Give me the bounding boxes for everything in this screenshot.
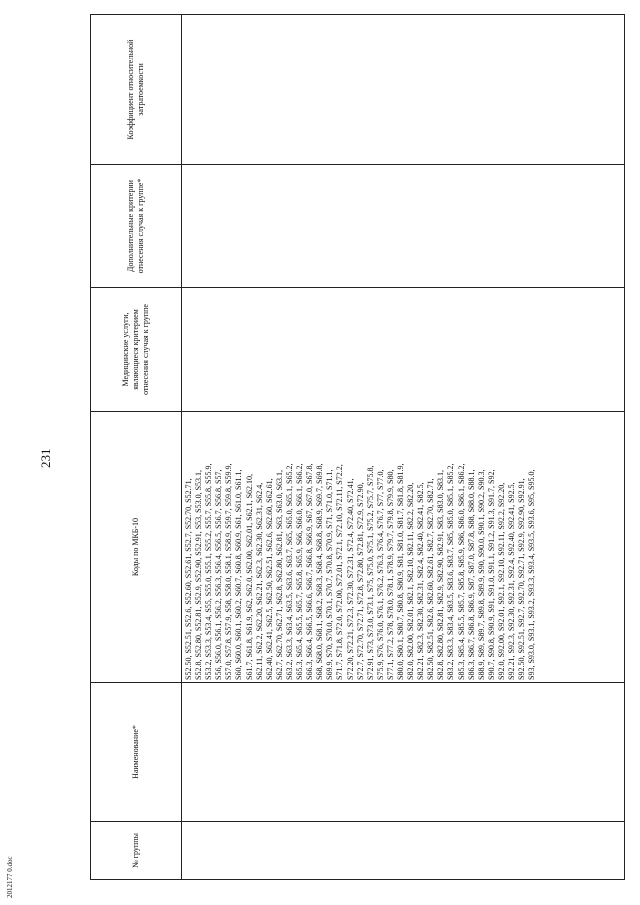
cell-additional-criteria [182, 165, 625, 288]
icd10-codes-line: S56, S56.0, S56.1, S56.2, S56.3, S56.4, S56.5, S56.7, S56.8, S57, [214, 469, 224, 680]
icd10-codes-line: S52.50, S52.51, S52.6, S52.60, S52.61, S52.7, S52.70, S52.71, [184, 478, 193, 680]
icd10-codes-line: S72.7, S72.70, S72.71, S72.8, S72.80, S72.81, S72.9, S72.90, [355, 482, 365, 680]
header-name: Наименование* [91, 683, 182, 822]
icd10-codes-line: S60, S60.0, S60.1, S60.2, S60.7, S60.8, S60.9, S61, S61.0, S61.1, [234, 469, 244, 680]
page-number: 231 [38, 448, 53, 468]
table-header-row [91, 15, 182, 880]
header-medical-services: Медицинские услуги, являющиеся критерием отнесения случая к группе [91, 288, 182, 412]
icd10-codes-line: S65.3, S65.4, S65.5, S65.7, S65.8, S65.9, S66, S66.0, S66.1, S66.2, [295, 463, 305, 680]
icd10-codes-line: S83.2, S83.3, S83.4, S83.5, S83.6, S83.7, S85, S85.0, S85.1, S85.2, [446, 463, 456, 680]
header-icd10-codes: Коды по МКБ-10 [91, 412, 182, 683]
icd10-codes-line: S57.0, S57.8, S57.9, S58, S58.0, S58.1, S58.9, S59.7, S59.8, S59.9, [224, 463, 234, 680]
icd10-codes-line: S72.91, S73, S73.0, S73.1, S75, S75.0, S75.1, S75.2, S75.7, S75.8, [365, 465, 375, 680]
table-container [90, 15, 630, 880]
icd10-codes-line: S80.0, S80.1, S80.7, S80.8, S80.9, S81, S81.0, S81.7, S81.8, S81.9, [395, 463, 405, 680]
icd10-codes-line: S82.0, S82.00, S82.01, S82.1, S82.10, S82.11, S82.2, S82.20, [406, 482, 416, 680]
icd10-codes-line: S62.40, S62.41, S62.5, S62.50, S62.51, S62.6, S62.60, S62.61, [264, 478, 274, 680]
table-row [182, 15, 625, 880]
header-additional-criteria: Дополнительные критерии отнесения случая к группе* [91, 165, 182, 288]
icd10-codes-line: S53.2, S53.3, S53.4, S55, S55.0, S55.1, S55.2, S55.7, S55.8, S55.9, [204, 463, 214, 680]
cell-medical-services [182, 288, 625, 412]
icd10-codes-line: S88.9, S89, S89.7, S89.8, S89.9, S90, S90.0, S90.1, S90.2, S90.3, [476, 469, 486, 680]
icd10-codes-line: S92.21, S92.3, S92.30, S92.31, S92.4, S92.40, S92.41, S92.5, [507, 482, 516, 680]
icd10-codes-line: S82.21, S82.3, S82.30, S82.31, S82.4, S82.40, S82.41, S82.5, [416, 482, 426, 680]
icd10-codes-line: S69.9, S70, S70.0, S70.1, S70.7, S70.8, S70.9, S71, S71.0, S71.1, [325, 469, 335, 680]
icd10-codes-line: S82.50, S82.51, S82.6, S82.60, S82.61, S82.7, S82.70, S82.71, [426, 478, 436, 680]
header-cost-coefficient: Коэффициент относительной затратоемкости [91, 15, 182, 165]
cell-cost-coefficient [182, 15, 625, 165]
icd10-codes-line: S90.7, S90.8, S90.9, S91, S91.0, S91.1, S91.2, S91.3, S91.7, S92, [486, 469, 496, 680]
icd10-codes-line: S68, S68.0, S68.1, S68.2, S68.3, S68.4, S68.8, S68.9, S69.7, S69.8, [315, 463, 325, 680]
icd10-codes-line: S72.20, S72.21, S72.3, S72.30, S72.31, S72.4, S72.40, S72.41, [345, 478, 355, 680]
icd10-codes-line: S86.3, S86.7, S86.8, S86.9, S87, S87.0, S87.8, S88, S88.0, S88.1, [466, 469, 476, 680]
icd10-codes-line: S62.11, S62.2, S62.20, S62.21, S62.3, S62.30, S62.31, S62.4, [254, 482, 264, 680]
icd10-codes-line: S93, S93.0, S93.1, S93.2, S93.3, S93.4, S93.5, S93.6, S95, S95.0, [527, 469, 537, 680]
icd10-codes-line: S71.7, S71.8, S72.0, S72.00, S72.01, S72.1, S72.10, S72.11, S72.2, [335, 464, 345, 680]
icd10-codes-line: S77.1, S77.2, S78, S78.0, S78.1, S78.9, S79.7, S79.8, S79.9, S80, [385, 469, 395, 680]
icd10-codes-line: S85.3, S85.4, S85.5, S85.7, S85.8, S85.9, S86, S86.0, S86.1, S86.2, [456, 463, 466, 680]
ksg-table [90, 14, 625, 880]
icd10-codes-line: S92.50, S92.51, S92.7, S92.70, S92.71, S92.9, S92.90, S92.91, [517, 478, 527, 680]
cell-name [182, 683, 625, 822]
icd10-codes-line: S82.8, S82.80, S82.81, S82.9, S82.90, S82.91, S83, S83.0, S83.1, [436, 469, 446, 680]
cell-icd10-codes [182, 412, 625, 683]
icd10-codes-line: S92.0, S92.00, S92.01, S92.1, S92.10, S92.11, S92.2, S92.20, [496, 482, 506, 680]
icd10-codes-line: S63.2, S63.3, S63.4, S63.5, S63.6, S63.7, S65, S65.0, S65.1, S65.2, [284, 463, 294, 680]
icd10-codes-line: S62.7, S62.70, S62.71, S62.8, S62.80, S62.81, S63, S63.0, S63.1, [274, 469, 284, 680]
icd10-codes-line: S66.3, S66.4, S66.5, S66.6, S66.7, S66.8, S66.9, S67, S67.0, S67.8, [305, 463, 315, 680]
document-id: 2012177 0.doc [6, 856, 14, 898]
icd10-codes-line: S52.8, S52.80, S52.81, S52.9, S52.90, S52.91, S53, S53.0, S53.1, [194, 469, 204, 680]
icd10-codes-line: S61.7, S61.8, S61.9, S62, S62.0, S62.00, S62.01, S62.1, S62.10, [244, 473, 254, 680]
icd10-codes-line: S75.9, S76, S76.0, S76.1, S76.2, S76.3, S76.4, S76.7, S77, S77.0, [375, 469, 385, 680]
cell-group-number [182, 822, 625, 880]
header-group-number: № группы [91, 822, 182, 880]
